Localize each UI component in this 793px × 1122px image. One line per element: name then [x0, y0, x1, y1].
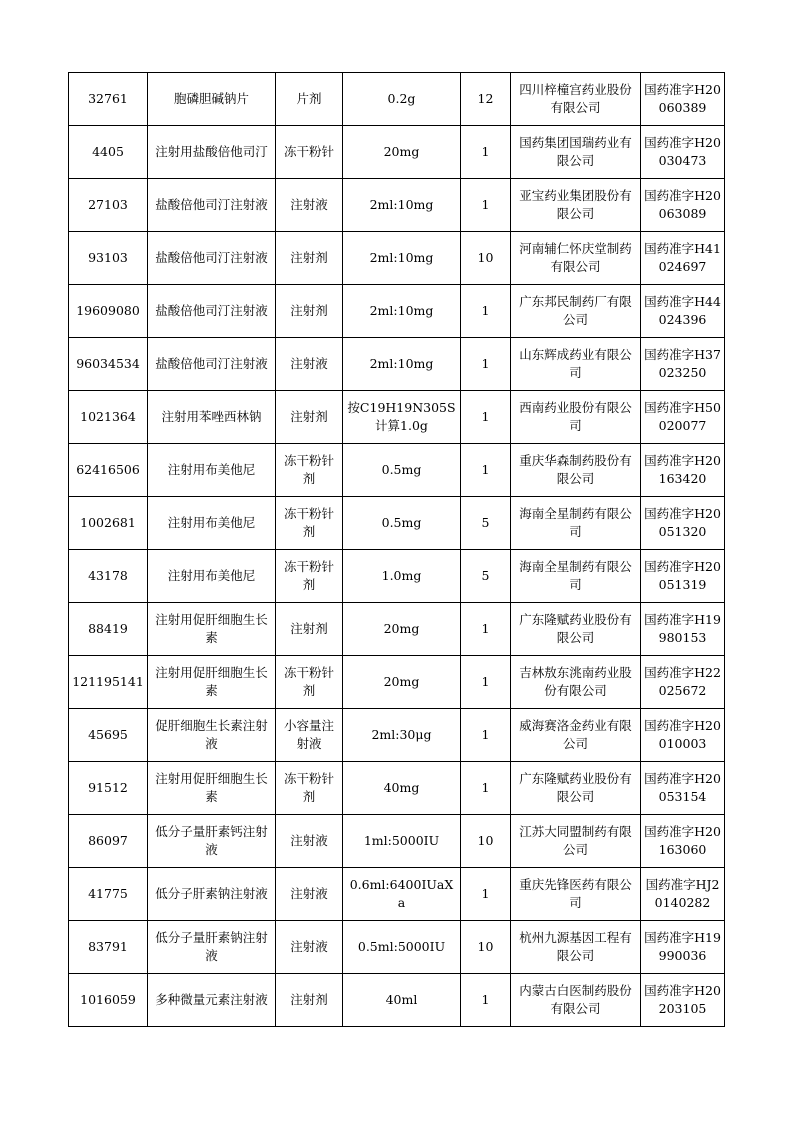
- specification-cell: 1ml:5000IU: [343, 815, 461, 868]
- table-row: [69, 338, 725, 391]
- specification-cell: 0.2g: [343, 73, 461, 126]
- approval-number-cell: 国药准字H20163060: [641, 815, 725, 868]
- product-code-cell: 91512: [69, 762, 148, 815]
- specification-cell: 20mg: [343, 603, 461, 656]
- approval-number-cell: 国药准字H20063089: [641, 179, 725, 232]
- table-row: [69, 73, 725, 126]
- drug-name-cell: 低分子肝素钠注射液: [148, 868, 276, 921]
- table-row: [69, 285, 725, 338]
- product-code-cell: 93103: [69, 232, 148, 285]
- quantity-cell: 12: [461, 73, 511, 126]
- drug-name-cell: 注射用促肝细胞生长素: [148, 762, 276, 815]
- specification-cell: 40mg: [343, 762, 461, 815]
- approval-number-cell: 国药准字H19980153: [641, 603, 725, 656]
- approval-number-cell: 国药准字H20030473: [641, 126, 725, 179]
- table-body: [69, 73, 725, 1027]
- approval-number-cell: 国药准字H20010003: [641, 709, 725, 762]
- product-code-cell: 121195141: [69, 656, 148, 709]
- drug-name-cell: 盐酸倍他司汀注射液: [148, 285, 276, 338]
- product-code-cell: 4405: [69, 126, 148, 179]
- quantity-cell: 1: [461, 762, 511, 815]
- dosage-form-cell: 注射剂: [276, 285, 343, 338]
- quantity-cell: 1: [461, 338, 511, 391]
- manufacturer-cell: 海南全星制药有限公司: [511, 550, 641, 603]
- quantity-cell: 1: [461, 603, 511, 656]
- drug-name-cell: 促肝细胞生长素注射液: [148, 709, 276, 762]
- product-code-cell: 1016059: [69, 974, 148, 1027]
- product-code-cell: 88419: [69, 603, 148, 656]
- quantity-cell: 5: [461, 550, 511, 603]
- quantity-cell: 10: [461, 232, 511, 285]
- drug-name-cell: 注射用布美他尼: [148, 550, 276, 603]
- quantity-cell: 1: [461, 868, 511, 921]
- manufacturer-cell: 四川梓橦宫药业股份有限公司: [511, 73, 641, 126]
- specification-cell: 按C19H19N305S计算1.0g: [343, 391, 461, 444]
- product-code-cell: 45695: [69, 709, 148, 762]
- manufacturer-cell: 广东隆赋药业股份有限公司: [511, 603, 641, 656]
- table-row: [69, 232, 725, 285]
- approval-number-cell: 国药准字H50020077: [641, 391, 725, 444]
- table-row: [69, 126, 725, 179]
- dosage-form-cell: 注射液: [276, 338, 343, 391]
- product-code-cell: 43178: [69, 550, 148, 603]
- product-code-cell: 41775: [69, 868, 148, 921]
- manufacturer-cell: 西南药业股份有限公司: [511, 391, 641, 444]
- quantity-cell: 1: [461, 656, 511, 709]
- drug-table: [68, 72, 725, 1027]
- quantity-cell: 10: [461, 921, 511, 974]
- approval-number-cell: 国药准字H20051320: [641, 497, 725, 550]
- quantity-cell: 1: [461, 285, 511, 338]
- manufacturer-cell: 国药集团国瑞药业有限公司: [511, 126, 641, 179]
- drug-name-cell: 盐酸倍他司汀注射液: [148, 338, 276, 391]
- product-code-cell: 1021364: [69, 391, 148, 444]
- approval-number-cell: 国药准字H37023250: [641, 338, 725, 391]
- quantity-cell: 1: [461, 179, 511, 232]
- quantity-cell: 1: [461, 126, 511, 179]
- dosage-form-cell: 冻干粉针剂: [276, 550, 343, 603]
- product-code-cell: 96034534: [69, 338, 148, 391]
- quantity-cell: 1: [461, 444, 511, 497]
- drug-name-cell: 低分子量肝素钠注射液: [148, 921, 276, 974]
- drug-name-cell: 注射用布美他尼: [148, 497, 276, 550]
- table-row: [69, 709, 725, 762]
- product-code-cell: 1002681: [69, 497, 148, 550]
- approval-number-cell: 国药准字H41024697: [641, 232, 725, 285]
- dosage-form-cell: 冻干粉针剂: [276, 444, 343, 497]
- dosage-form-cell: 注射剂: [276, 974, 343, 1027]
- specification-cell: 20mg: [343, 656, 461, 709]
- manufacturer-cell: 海南全星制药有限公司: [511, 497, 641, 550]
- specification-cell: 2ml:10mg: [343, 232, 461, 285]
- dosage-form-cell: 注射液: [276, 868, 343, 921]
- drug-name-cell: 注射用苯唑西林钠: [148, 391, 276, 444]
- table-row: [69, 179, 725, 232]
- specification-cell: 2ml:10mg: [343, 285, 461, 338]
- dosage-form-cell: 小容量注射液: [276, 709, 343, 762]
- manufacturer-cell: 威海赛洛金药业有限公司: [511, 709, 641, 762]
- manufacturer-cell: 吉林敖东洮南药业股份有限公司: [511, 656, 641, 709]
- approval-number-cell: 国药准字H20053154: [641, 762, 725, 815]
- manufacturer-cell: 广东邦民制药厂有限公司: [511, 285, 641, 338]
- product-code-cell: 62416506: [69, 444, 148, 497]
- specification-cell: 2ml:10mg: [343, 338, 461, 391]
- quantity-cell: 5: [461, 497, 511, 550]
- product-code-cell: 27103: [69, 179, 148, 232]
- product-code-cell: 83791: [69, 921, 148, 974]
- dosage-form-cell: 冻干粉针: [276, 126, 343, 179]
- dosage-form-cell: 注射液: [276, 179, 343, 232]
- manufacturer-cell: 亚宝药业集团股份有限公司: [511, 179, 641, 232]
- drug-name-cell: 多种微量元素注射液: [148, 974, 276, 1027]
- dosage-form-cell: 冻干粉针剂: [276, 762, 343, 815]
- table-row: [69, 656, 725, 709]
- approval-number-cell: 国药准字H20163420: [641, 444, 725, 497]
- quantity-cell: 1: [461, 709, 511, 762]
- dosage-form-cell: 注射液: [276, 921, 343, 974]
- table-row: [69, 444, 725, 497]
- manufacturer-cell: 广东隆赋药业股份有限公司: [511, 762, 641, 815]
- table-row: [69, 550, 725, 603]
- approval-number-cell: 国药准字HJ20140282: [641, 868, 725, 921]
- approval-number-cell: 国药准字H22025672: [641, 656, 725, 709]
- dosage-form-cell: 冻干粉针剂: [276, 656, 343, 709]
- table-row: [69, 497, 725, 550]
- specification-cell: 2ml:10mg: [343, 179, 461, 232]
- dosage-form-cell: 注射剂: [276, 603, 343, 656]
- drug-name-cell: 胞磷胆碱钠片: [148, 73, 276, 126]
- quantity-cell: 1: [461, 391, 511, 444]
- approval-number-cell: 国药准字H20051319: [641, 550, 725, 603]
- drug-name-cell: 注射用布美他尼: [148, 444, 276, 497]
- table-row: [69, 868, 725, 921]
- specification-cell: 0.6ml:6400IUaXa: [343, 868, 461, 921]
- specification-cell: 20mg: [343, 126, 461, 179]
- table-row: [69, 762, 725, 815]
- drug-name-cell: 盐酸倍他司汀注射液: [148, 232, 276, 285]
- dosage-form-cell: 注射剂: [276, 232, 343, 285]
- approval-number-cell: 国药准字H44024396: [641, 285, 725, 338]
- specification-cell: 2ml:30μg: [343, 709, 461, 762]
- product-code-cell: 86097: [69, 815, 148, 868]
- approval-number-cell: 国药准字H20060389: [641, 73, 725, 126]
- drug-name-cell: 注射用促肝细胞生长素: [148, 603, 276, 656]
- manufacturer-cell: 内蒙古白医制药股份有限公司: [511, 974, 641, 1027]
- drug-name-cell: 低分子量肝素钙注射液: [148, 815, 276, 868]
- approval-number-cell: 国药准字H20203105: [641, 974, 725, 1027]
- product-code-cell: 19609080: [69, 285, 148, 338]
- manufacturer-cell: 河南辅仁怀庆堂制药有限公司: [511, 232, 641, 285]
- manufacturer-cell: 杭州九源基因工程有限公司: [511, 921, 641, 974]
- specification-cell: 1.0mg: [343, 550, 461, 603]
- dosage-form-cell: 注射剂: [276, 391, 343, 444]
- manufacturer-cell: 江苏大同盟制药有限公司: [511, 815, 641, 868]
- table-row: [69, 815, 725, 868]
- drug-name-cell: 注射用盐酸倍他司汀: [148, 126, 276, 179]
- manufacturer-cell: 重庆先锋医药有限公司: [511, 868, 641, 921]
- quantity-cell: 1: [461, 974, 511, 1027]
- drug-name-cell: 盐酸倍他司汀注射液: [148, 179, 276, 232]
- drug-name-cell: 注射用促肝细胞生长素: [148, 656, 276, 709]
- table-row: [69, 603, 725, 656]
- specification-cell: 40ml: [343, 974, 461, 1027]
- table-row: [69, 974, 725, 1027]
- quantity-cell: 10: [461, 815, 511, 868]
- dosage-form-cell: 冻干粉针剂: [276, 497, 343, 550]
- specification-cell: 0.5ml:5000IU: [343, 921, 461, 974]
- dosage-form-cell: 注射液: [276, 815, 343, 868]
- specification-cell: 0.5mg: [343, 497, 461, 550]
- table-row: [69, 921, 725, 974]
- table-row: [69, 391, 725, 444]
- dosage-form-cell: 片剂: [276, 73, 343, 126]
- approval-number-cell: 国药准字H19990036: [641, 921, 725, 974]
- specification-cell: 0.5mg: [343, 444, 461, 497]
- manufacturer-cell: 山东辉成药业有限公司: [511, 338, 641, 391]
- manufacturer-cell: 重庆华森制药股份有限公司: [511, 444, 641, 497]
- product-code-cell: 32761: [69, 73, 148, 126]
